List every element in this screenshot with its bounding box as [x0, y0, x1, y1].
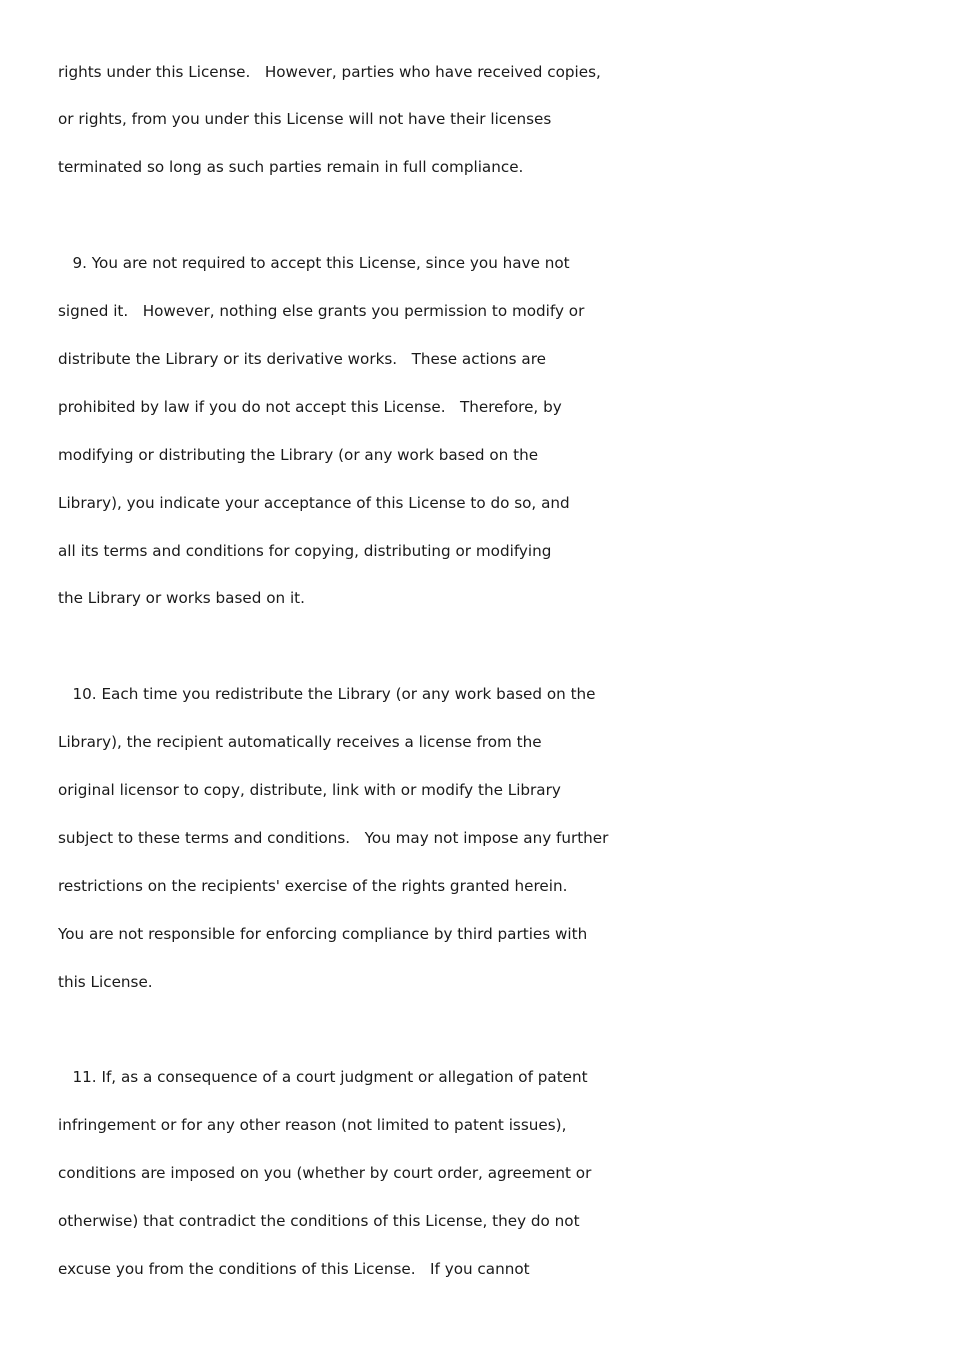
text-line: restrictions on the recipients' exercise of the rights granted herein.: [58, 877, 568, 895]
text-line: all its terms and conditions for copying, distributing or modifying: [58, 542, 552, 560]
text-line: 11. If, as a consequence of a court judgment or allegation of patent: [58, 1068, 588, 1086]
text-line: the Library or works based on it.: [58, 589, 305, 607]
text-line: subject to these terms and conditions. You may not impose any further: [58, 829, 609, 847]
text-line: or rights, from you under this License will not have their licenses: [58, 110, 552, 128]
text-line: distribute the Library or its derivative works. These actions are: [58, 350, 546, 368]
text-line: this License.: [58, 973, 153, 991]
text-line: original licensor to copy, distribute, link with or modify the Library: [58, 781, 561, 799]
text-line: 10. Each time you redistribute the Library (or any work based on the: [58, 685, 596, 703]
text-line: Library), the recipient automatically receives a license from the: [58, 733, 542, 751]
text-line: rights under this License. However, parties who have received copies,: [58, 63, 601, 81]
text-line: modifying or distributing the Library (or any work based on the: [58, 446, 539, 464]
text-line: Library), you indicate your acceptance of this License to do so, and: [58, 494, 570, 512]
text-line: infringement or for any other reason (not limited to patent issues),: [58, 1116, 567, 1134]
text-line: terminated so long as such parties remain in full compliance.: [58, 158, 524, 176]
text-line: signed it. However, nothing else grants you permission to modify or: [58, 302, 585, 320]
text-line: excuse you from the conditions of this License. If you cannot: [58, 1260, 530, 1278]
text-line: 9. You are not required to accept this License, since you have not: [58, 254, 570, 272]
text-line: otherwise) that contradict the conditions of this License, they do not: [58, 1212, 580, 1230]
text-line: conditions are imposed on you (whether by court order, agreement or: [58, 1164, 592, 1182]
text-line: prohibited by law if you do not accept this License. Therefore, by: [58, 398, 562, 416]
text-line: You are not responsible for enforcing compliance by third parties with: [58, 925, 588, 943]
